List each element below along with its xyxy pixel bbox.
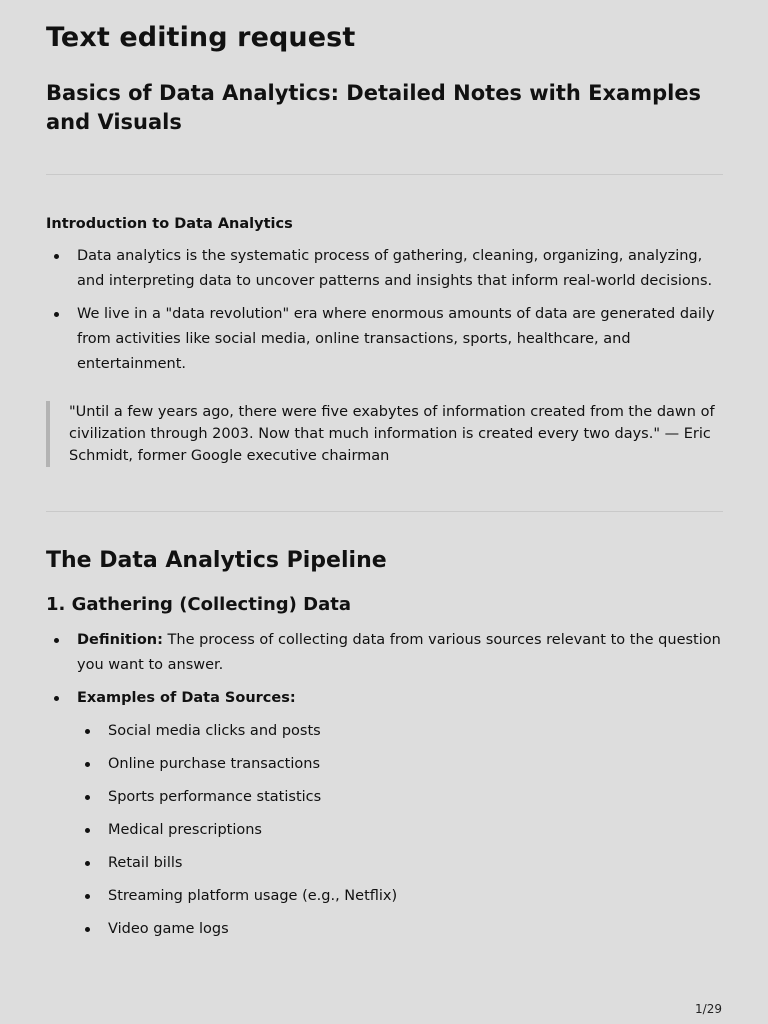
list-item: Social media clicks and posts: [77, 719, 723, 744]
list-item: Retail bills: [77, 851, 723, 876]
definition-label: Definition:: [77, 632, 163, 648]
step1-heading: 1. Gathering (Collecting) Data: [46, 594, 352, 615]
page-indicator: 1/29: [695, 1002, 722, 1016]
list-item: Sports performance statistics: [77, 785, 723, 810]
intro-heading: Introduction to Data Analytics: [46, 216, 293, 232]
list-item: Data analytics is the systematic process of gathering, cleaning, organizing, analyzing, and interpreting data to uncover patterns and insights that inform real-world decisions.: [46, 244, 723, 294]
list-item: Video game logs: [77, 917, 723, 942]
gathering-list: [46, 628, 723, 950]
pipeline-heading: The Data Analytics Pipeline: [46, 548, 387, 573]
list-item: Medical prescriptions: [77, 818, 723, 843]
list-item: Streaming platform usage (e.g., Netflix): [77, 884, 723, 909]
definition-item: [46, 628, 723, 678]
examples-label: Examples of Data Sources:: [77, 690, 296, 706]
divider: [46, 511, 723, 512]
examples-item: [46, 686, 723, 942]
divider: [46, 174, 723, 175]
list-item: We live in a "data revolution" era where enormous amounts of data are generated daily from activities like social media, online transactions, sports, healthcare, and entertainment.: [46, 302, 723, 377]
list-item: Online purchase transactions: [77, 752, 723, 777]
page-title: Text editing request: [46, 22, 356, 53]
definition-text: The process of collecting data from various sources relevant to the question you want to answer.: [77, 632, 721, 673]
blockquote: "Until a few years ago, there were five exabytes of information created from the dawn of civilization through 2003. Now that much information is created every two days." — Eric Schmidt, former Google executive chairman: [46, 401, 723, 467]
document-title: Basics of Data Analytics: Detailed Notes with Examples and Visuals: [46, 81, 702, 134]
intro-list: [46, 244, 723, 385]
examples-list: [77, 719, 723, 942]
